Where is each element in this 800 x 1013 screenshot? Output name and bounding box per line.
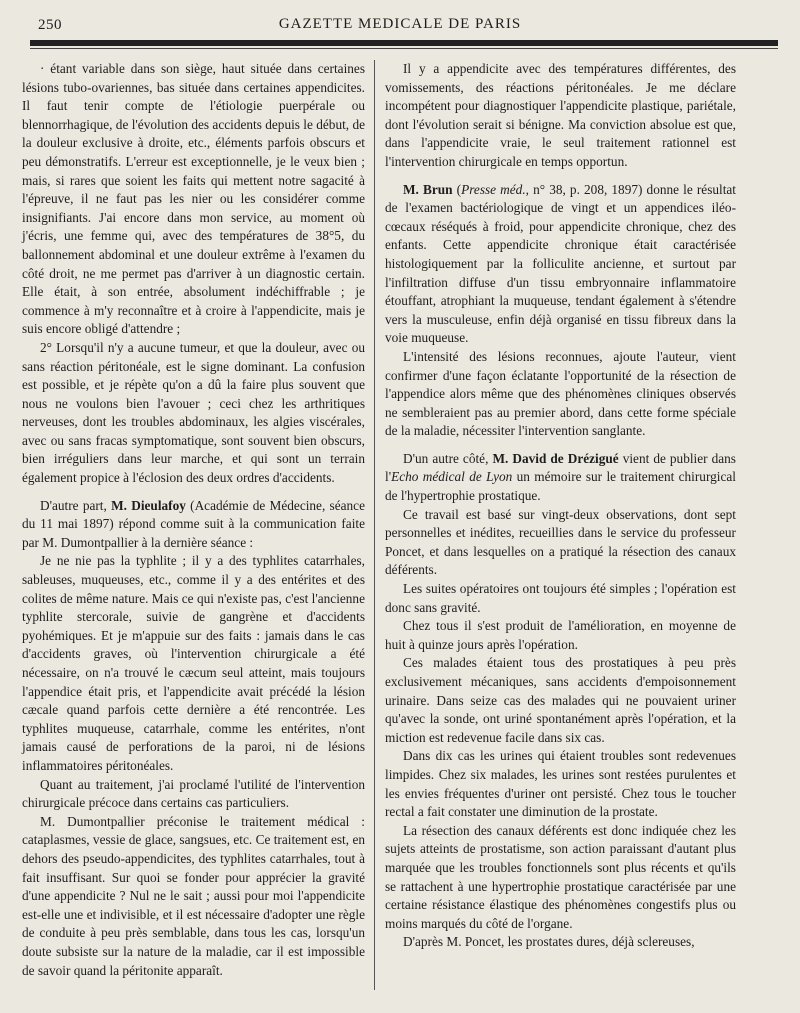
header-rule-thin [30,48,778,49]
column-divider [374,60,375,990]
journal-citation: Echo médical de Lyon [391,469,513,485]
paragraph: L'intensité des lésions reconnues, ajoute l'auteur, vient confirmer d'une façon éclatante l'opportunité de la résection de l'appendice alors même que des phénomènes cliniques observés ne sembleraient pas au premier abord, dans cette forme spéciale de la maladie, nécessiter l'intervention sanglante. [385,348,736,439]
journal-citation: Presse méd. [461,181,526,197]
paragraph: Ce travail est basé sur vingt-deux observations, dont sept personnelles et inédites, recueillies dans le service du professeur Poncet, et dans lesquelles on a pratiqué la résection des canaux déférents. [385,506,736,578]
paragraph: Dans dix cas les urines qui étaient troubles sont redevenues limpides. Chez six malades, les urines sont restées purulentes et les envies fréquentes d'uriner ont persisté. Chez tous le toucher rectal a fait constater une diminution de la prostate. [385,748,736,820]
paragraph: · étant variable dans son siège, haut située dans certaines lésions tubo-ovariennes, bas située dans certaines appendicites. Il faut tenir compte de l'étiologie puerpérale ou blennorrhagique, de l'évolution des accidents depuis le début, de la douleur exclusive à droite, etc., éléments parfois obscurs et peu démonstratifs. L'erreur est exceptionnelle, je le veux bien ; mais, si rares que soient les faits qui mettent notre sagacité à l'épreuve, il ne faut pas les nier ou les considérer comme insignifiants. J'ai encore dans mon service, au moment où j'écris, une femme qui, avec des températures de 38°5, du ballonnement abdominal et une douleur extrême à l'examen du côté droit, ne me permet pas d'arriver à un diagnostic certain. Elle était, à son entrée, absolument indéchiffrable ; je commence à m'y reconnaître et à croire à l'appendicite, mais je suis encore obligé d'attendre ; [22,61,365,337]
paragraph: Chez tous il s'est produit de l'amélioration, en moyenne de huit à quinze jours après l'opération. [385,618,736,652]
paragraph: D'autre part, M. Dieulafoy (Académie de Médecine, séance du 11 mai 1897) répond comme suit à la communication faite par M. Dumontpallier à la dernière séance : [22,497,365,550]
paragraph: Ces malades étaient tous des prostatiques à peu près exclusivement mécaniques, sans accidents d'empoisonnement urinaire. Dans seize cas des malades qui ne pouvaient uriner qu'avec la sonde, ont uriné spontanément après l'opération, et la miction est redevenue facile dans six cas. [385,655,736,745]
page-number: 250 [38,17,62,33]
paragraph: Quant au traitement, j'ai proclamé l'utilité de l'intervention chirurgicale précoce dans certains cas particuliers. [22,776,365,811]
paragraph: Il y a appendicite avec des températures différentes, des vomissements, des réactions péritonéales. Je me déclare incompétent pour diagnostiquer l'appendicite plastique, pariétale, dont l'évolution serait si bénigne. Ma conviction absolue est que, dans l'appendicite vraie, le seul traitement rationnel est l'intervention chirurgicale en temps opportun. [385,61,736,169]
author-name: M. Brun [403,181,453,197]
paragraph: Les suites opératoires ont toujours été simples ; l'opération est donc sans gravité. [385,581,736,615]
page-header [30,14,770,36]
header-rule-thick [30,40,778,46]
author-name: M. Dieulafoy [111,497,186,513]
paragraph: M. Dumontpallier préconise le traitement médical : cataplasmes, vessie de glace, sangsues, etc. Ce traitement est, en dehors des pseudo-appendicites, des typhlites catarrhales, tout à fait insuffisant. Sur quoi se fonder pour apprécier la gravité d'une appendicite ? Nul ne le sait ; aussi pour moi l'appendicite est-elle une et indivisible, et il est nécessaire d'adopter une règle de conduite à peu près semblable, dans tous les cas, lorsqu'un doute subsiste sur la nature de la maladie, car il est impossible de savoir quand la péritonite apparaît. [22,813,365,978]
paragraph: 2° Lorsqu'il n'y a aucune tumeur, et que la douleur, avec ou sans réaction péritonéale, est le signe dominant. La confusion est possible, et je répète qu'on a dû la faire plus souvent que nous ne voulons bien l'avouer ; ceci chez les arthritiques nerveuses, dont les troubles abdominaux, les algies viscérales, avec ou sans fracas symptomatique, sont souvent bien obscurs, bien irréguliers dans leur marche, et qui sont un terrain également propice à l'éclosion des deux ordres d'accidents. [22,339,365,486]
paragraph: M. Brun (Presse méd., n° 38, p. 208, 1897) donne le résultat de l'examen bactériologique de vingt et un appendices iléo-cœcaux réséqués à froid, pour appendicite chronique, chez des enfants. Cette appendicite chronique était caractérisée histologiquement par la folliculite ancienne, et surtout par l'infiltration diffuse d'un tissu embryonnaire inflammatoire étouffant, atrophiant la muqueuse, tendant également à s'étendre vers la musculeuse, enfin déjà organisé en tissu fibreux dans la voie muqueuse. [385,181,736,346]
paragraph: Je ne nie pas la typhlite ; il y a des typhlites catarrhales, sableuses, muqueuses, etc., comme il y a des entérites et des colites de même nature. Mais ce qui n'existe pas, c'est l'ancienne typhlite stercorale, suivie de gangrène et d'accidents pyohémiques. Et je m'appuie sur des faits : jamais dans le cas d'accidents graves, où l'intervention chirurgicale a été nécessaire, on n'a trouvé le cæcum seul atteint, mais toujours l'appendice était pris, et l'appendicite avait précédé la lésion cæcale quand parfois cette dernière a été rencontrée. Les typhlites muqueuse, catarrhale, comme les entérites, n'ont jamais causé de perforations de la paroi, ni de lésions inflammatoires péritonéales. [22,553,365,773]
paragraph: D'après M. Poncet, les prostates dures, déjà sclereuses, [403,934,695,950]
paragraph: D'un autre côté, M. David de Drézigué vient de publier dans l'Echo médical de Lyon un mémoire sur le traitement chirurgical de l'hypertrophie prostatique. [385,450,736,504]
author-name: M. David de Drézigué [492,450,619,466]
left-column [22,60,365,980]
journal-title: GAZETTE MEDICALE DE PARIS [278,16,522,32]
paragraph: La résection des canaux déférents est donc indiquée chez les sujets atteints de prostatisme, son action paraissant d'autant plus marquée que les troubles fonctionnels sont plus récents et qu'ils se rattachent à une hypertrophie prostatique caractérisée par une certaine résistance élastique des phénomènes congestifs plus ou moins marqués du côté de l'organe. [385,822,736,931]
right-column [385,60,736,952]
